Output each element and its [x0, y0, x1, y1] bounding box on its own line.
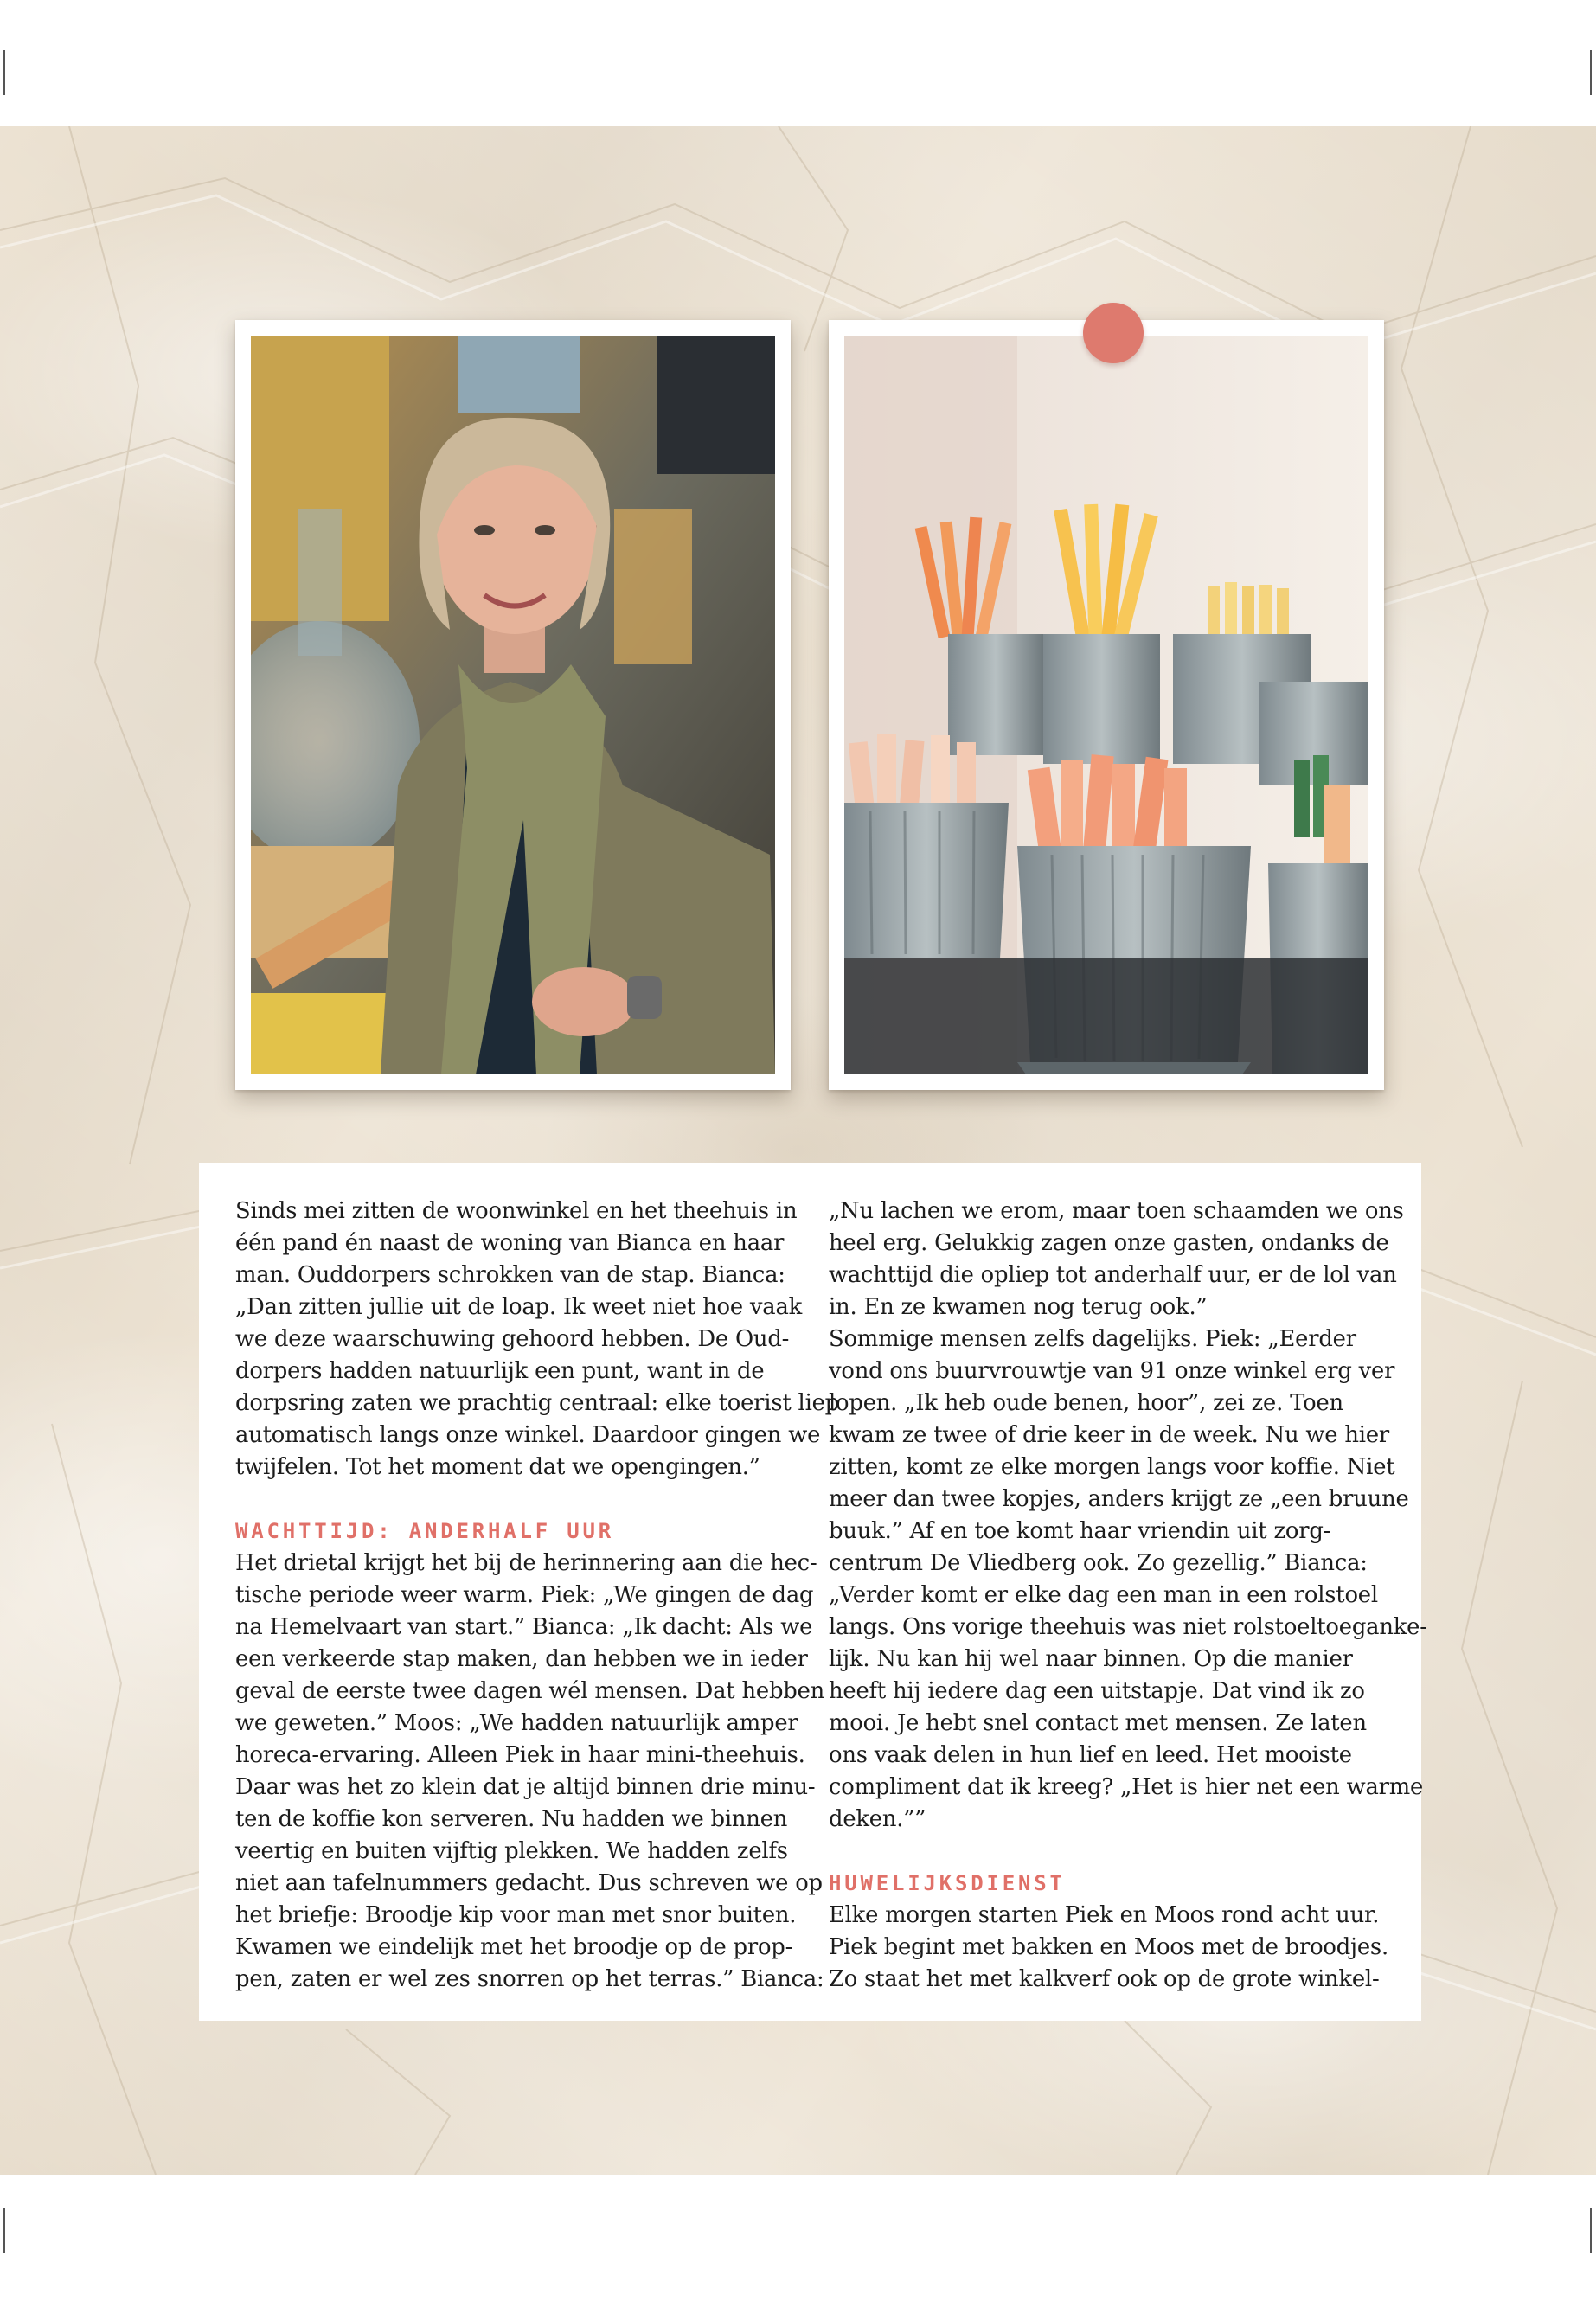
body-line: Sinds mei zitten de woonwinkel en het theehuis in	[235, 1198, 798, 1224]
body-line: Sommige mensen zelfs dagelijks. Piek: „Eerder	[829, 1326, 1356, 1352]
body-line: vond ons buurvrouwtje van 91 onze winkel erg ver	[829, 1358, 1395, 1384]
body-line: meer dan twee kopjes, anders krijgt ze „een bruune	[829, 1486, 1409, 1512]
body-line: ten de koffie kon serveren. Nu hadden we binnen	[235, 1806, 788, 1832]
body-line: in. En ze kwamen nog terug ook.”	[829, 1294, 1208, 1320]
body-line: kwam ze twee of drie keer in de week. Nu we hier	[829, 1422, 1390, 1448]
body-line: heel erg. Gelukkig zagen onze gasten, ondanks de	[829, 1230, 1389, 1256]
body-line: Kwamen we eindelijk met het broodje op de prop-	[235, 1934, 793, 1960]
body-line: compliment dat ik kreeg? „Het is hier net een warme	[829, 1774, 1424, 1800]
portrait-photo-frame	[235, 320, 791, 1090]
body-line: twijfelen. Tot het moment dat we opengingen.”	[235, 1454, 760, 1480]
paragraph-gap	[829, 1836, 1391, 1868]
body-line: we deze waarschuwing gehoord hebben. De Oud-	[235, 1326, 790, 1352]
body-line: heeft hij iedere dag een uitstapje. Dat vind ik zo	[829, 1678, 1365, 1704]
body-line: mooi. Je hebt snel contact met mensen. Ze laten	[829, 1710, 1367, 1736]
body-line: ons vaak delen in hun lief en leed. Het mooiste	[829, 1742, 1352, 1768]
portrait-photo-icon	[251, 336, 775, 1074]
crop-mark-top-left	[3, 50, 5, 95]
crop-mark-top-right	[1590, 50, 1592, 95]
body-line: „Dan zitten jullie uit de loap. Ik weet niet hoe vaak	[235, 1294, 803, 1320]
body-line: geval de eerste twee dagen wél mensen. Dat hebben	[235, 1678, 825, 1704]
pin-icon	[1083, 303, 1144, 363]
body-line: Daar was het zo klein dat je altijd binnen drie minu-	[235, 1774, 816, 1800]
body-line: veertig en buiten vijftig plekken. We hadden zelfs	[235, 1838, 788, 1864]
body-line: buuk.” Af en toe komt haar vriendin uit zorg-	[829, 1518, 1331, 1544]
body-line: Het drietal krijgt het bij de herinnering aan die hec-	[235, 1550, 817, 1576]
subheading: WACHTTIJD: ANDERHALF UUR	[235, 1519, 614, 1543]
body-line: we geweten.” Moos: „We hadden natuurlijk amper	[235, 1710, 798, 1736]
paragraph-gap	[235, 1484, 794, 1516]
crop-mark-bottom-right	[1590, 2208, 1592, 2253]
body-line: deken.””	[829, 1806, 926, 1832]
body-line: wachttijd die opliep tot anderhalf uur, er de lol van	[829, 1262, 1397, 1288]
body-line: pen, zaten er wel zes snorren op het terras.” Bianca:	[235, 1966, 824, 1992]
body-line: „Nu lachen we erom, maar toen schaamden we ons	[829, 1198, 1404, 1224]
crop-mark-bottom-left	[3, 2208, 5, 2253]
body-line: man. Ouddorpers schrokken van de stap. Bianca:	[235, 1262, 785, 1288]
body-line: dorpers hadden natuurlijk een punt, want in de	[235, 1358, 765, 1384]
body-line: horeca-ervaring. Alleen Piek in haar mini-theehuis.	[235, 1742, 805, 1768]
body-line: een verkeerde stap maken, dan hebben we in ieder	[235, 1646, 808, 1672]
body-line: Piek begint met bakken en Moos met de broodjes.	[829, 1934, 1388, 1960]
body-line: langs. Ons vorige theehuis was niet rolstoeltoeganke-	[829, 1614, 1427, 1640]
subheading: HUWELIJKSDIENST	[829, 1871, 1066, 1895]
body-line: het briefje: Broodje kip voor man met snor buiten.	[235, 1902, 797, 1928]
candles-photo-frame	[829, 320, 1384, 1090]
body-line: tische periode weer warm. Piek: „We gingen de dag	[235, 1582, 814, 1608]
body-line: lijk. Nu kan hij wel naar binnen. Op die manier	[829, 1646, 1353, 1672]
body-line: niet aan tafelnummers gedacht. Dus schreven we op	[235, 1870, 823, 1896]
body-line: Elke morgen starten Piek en Moos rond acht uur.	[829, 1902, 1380, 1928]
body-line: lopen. „Ik heb oude benen, hoor”, zei ze. Toen	[829, 1390, 1343, 1416]
candles-photo-icon	[844, 336, 1368, 1074]
article-panel	[199, 1163, 1427, 2021]
article-column-left	[235, 1195, 839, 1996]
body-line: zitten, komt ze elke morgen langs voor koffie. Niet	[829, 1454, 1395, 1480]
body-line: automatisch langs onze winkel. Daardoor gingen we	[235, 1422, 821, 1448]
body-line: centrum De Vliedberg ook. Zo gezellig.” Bianca:	[829, 1550, 1368, 1576]
body-line: na Hemelvaart van start.” Bianca: „Ik dacht: Als we	[235, 1614, 813, 1640]
body-line: dorpsring zaten we prachtig centraal: elke toerist liep	[235, 1390, 839, 1416]
body-line: één pand én naast de woning van Bianca en haar	[235, 1230, 785, 1256]
body-line: Zo staat het met kalkverf ook op de grote winkel-	[829, 1966, 1380, 1992]
article-column-right	[829, 1195, 1427, 1996]
body-line: „Verder komt er elke dag een man in een rolstoel	[829, 1582, 1378, 1608]
